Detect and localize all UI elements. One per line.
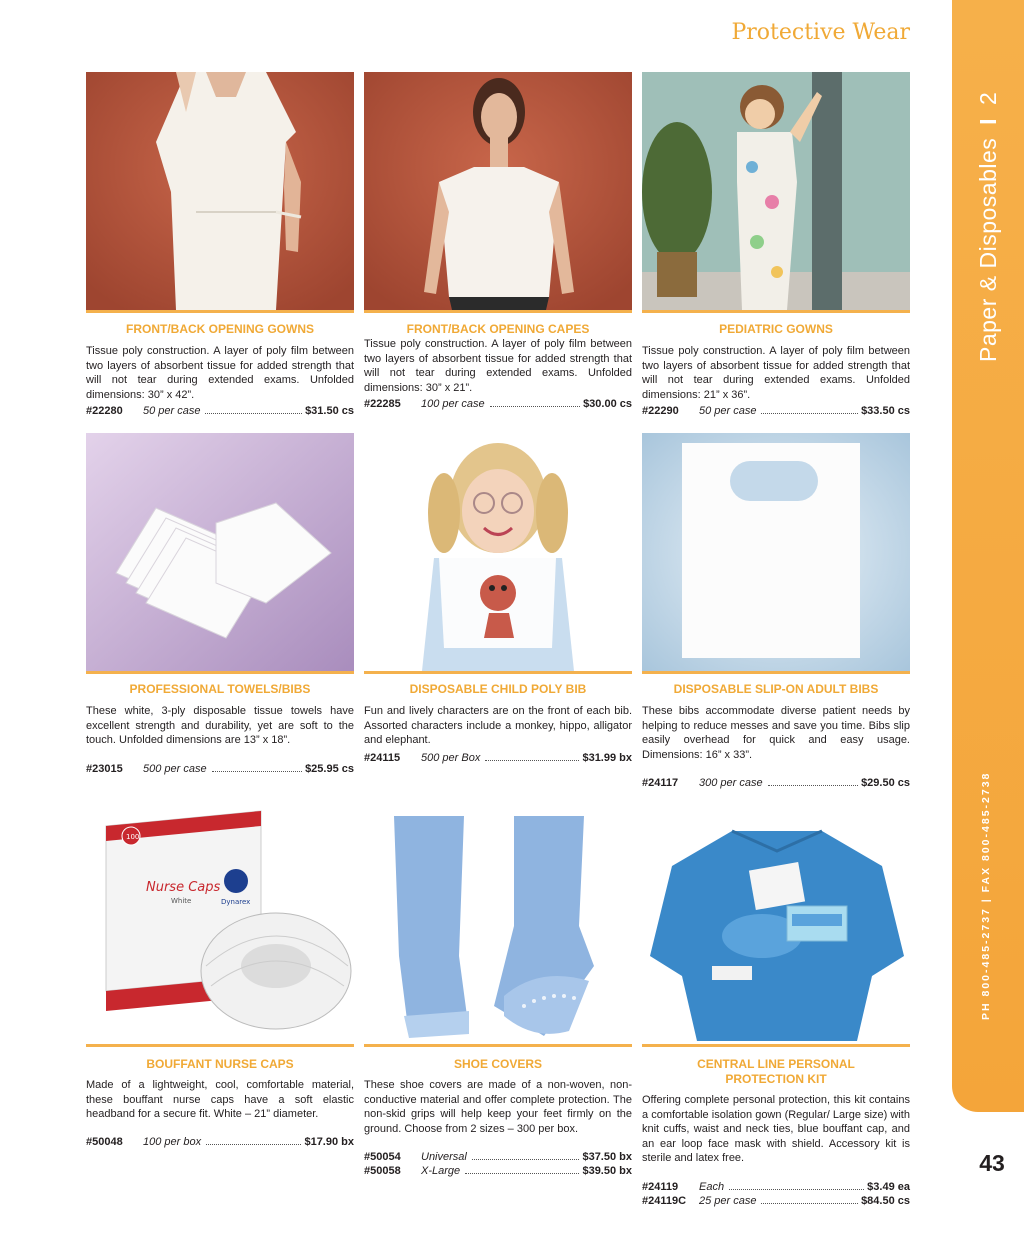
price-row xyxy=(364,398,632,413)
quantity: Universal xyxy=(421,1151,467,1163)
product-title: PROFESSIONAL TOWELS/BIBS xyxy=(129,682,311,696)
price: $31.99 bx xyxy=(582,752,632,764)
quantity: Each xyxy=(699,1181,725,1193)
price: $3.49 ea xyxy=(867,1181,910,1193)
product-photo-adult-bib xyxy=(642,433,910,674)
page-header-title: Protective Wear xyxy=(731,20,910,45)
sku: #50048 xyxy=(86,1136,123,1148)
quantity: 50 per case xyxy=(699,405,757,417)
leader-dots xyxy=(761,1203,858,1204)
price: $25.95 cs xyxy=(305,763,354,775)
quantity: 500 per case xyxy=(143,763,207,775)
product-title: DISPOSABLE SLIP-ON ADULT BIBS xyxy=(673,682,879,696)
quantity: 100 per case xyxy=(421,398,485,410)
price: $17.90 bx xyxy=(304,1136,354,1148)
price-row xyxy=(364,1165,632,1180)
leader-dots xyxy=(761,413,858,414)
product-description: Tissue poly construction. A layer of poly film between two layers of absorbent tissue for added strength that will not tear during extended exams. Unfolded dimensions: 30” x 21”. xyxy=(364,338,632,394)
price: $84.50 cs xyxy=(861,1195,910,1207)
product-description: These bibs accommodate diverse patient needs by helping to reduce messes and save you time. Bibs slip easily overhead for quick and easy usage. Dimensions: 16” x 33”. xyxy=(642,705,910,761)
quantity: 500 per Box xyxy=(421,752,481,764)
sku: #23015 xyxy=(86,763,123,775)
product-photo-pediatric-gowns xyxy=(642,72,910,313)
leader-dots xyxy=(205,413,302,414)
price-row xyxy=(364,1151,632,1166)
sku: #22290 xyxy=(642,405,679,417)
product-title: DISPOSABLE CHILD POLY BIB xyxy=(409,682,587,696)
quantity: 300 per case xyxy=(699,777,763,789)
title-line-1: CENTRAL LINE PERSONAL xyxy=(697,1057,855,1071)
sku: #24119 xyxy=(642,1181,679,1193)
product-description: These shoe covers are made of a non-woven, non-conductive material and offer complete protection. The non-skid grips will help keep your feet firmly on the ground. Choose from 2 sizes – 300 per box. xyxy=(364,1079,632,1135)
leader-dots xyxy=(490,406,580,407)
sku: #24115 xyxy=(364,752,401,764)
leader-dots xyxy=(465,1173,579,1174)
product-title: BOUFFANT NURSE CAPS xyxy=(146,1057,294,1071)
quantity: 100 per box xyxy=(143,1136,202,1148)
product-photo-central-line-kit xyxy=(642,806,910,1047)
sku: #50054 xyxy=(364,1151,401,1163)
price: $29.50 cs xyxy=(861,777,910,789)
section-name: Paper & Disposables xyxy=(975,137,1001,362)
price: $39.50 bx xyxy=(582,1165,632,1177)
box-label: Nurse Caps xyxy=(146,880,221,895)
product-title: FRONT/BACK OPENING CAPES xyxy=(406,322,590,336)
sku: #22285 xyxy=(364,398,401,410)
price-row xyxy=(642,777,910,792)
price-row xyxy=(86,405,354,420)
section-title xyxy=(975,92,1002,362)
product-title: PEDIATRIC GOWNS xyxy=(719,322,833,336)
leader-dots xyxy=(212,771,302,772)
box-count: 100 xyxy=(126,833,140,841)
product-description: Offering complete personal protection, this kit contains a comfortable isolation gown (Regular/ Large size) with knit cuffs, waist and neck ties, blue bouffant cap, and an ear loop face mask with shield. Accessory kit is sterile and latex free. xyxy=(642,1094,910,1164)
product-title xyxy=(642,1057,910,1087)
product-photo-capes xyxy=(364,72,632,313)
price: $33.50 cs xyxy=(861,405,910,417)
phone-fax: PH 800-485-2737 | FAX 800-485-2738 xyxy=(980,771,992,1020)
product-title: SHOE COVERS xyxy=(453,1057,543,1071)
box-sub: White xyxy=(171,897,192,905)
product-description: These white, 3-ply disposable tissue towels have excellent strength and durability, yet are soft to the touch. Unfolded dimensions are 13” x 18”. xyxy=(86,705,354,746)
sku: #50058 xyxy=(364,1165,401,1177)
section-separator: I xyxy=(975,117,1001,125)
product-photo-gowns xyxy=(86,72,354,313)
price-row xyxy=(364,752,632,767)
product-title: FRONT/BACK OPENING GOWNS xyxy=(126,322,314,336)
price-row xyxy=(86,763,354,778)
price-row xyxy=(86,1136,354,1151)
leader-dots xyxy=(768,785,858,786)
sku: #22280 xyxy=(86,405,123,417)
sku: #24117 xyxy=(642,777,679,789)
product-photo-child-bib xyxy=(364,433,632,674)
quantity: 50 per case xyxy=(143,405,201,417)
quantity: 25 per case xyxy=(699,1195,757,1207)
title-line-2: PROTECTION KIT xyxy=(725,1072,827,1086)
product-photo-nurse-caps xyxy=(86,806,354,1047)
sku: #24119C xyxy=(642,1195,687,1207)
leader-dots xyxy=(485,760,579,761)
leader-dots xyxy=(729,1189,864,1190)
leader-dots xyxy=(206,1144,301,1145)
product-description: Tissue poly construction. A layer of poly film between two layers of absorbent tissue for added strength that will not tear during extended exams. Unfolded dimensions: 21” x 36”. xyxy=(642,345,910,401)
box-brand: Dynarex xyxy=(221,898,251,906)
product-description: Made of a lightweight, cool, comfortable material, these bouffant nurse caps have a soft elastic headband for a secure fit. White – 21” diameter. xyxy=(86,1079,354,1120)
product-description: Fun and lively characters are on the front of each bib. Assorted characters include a monkey, hippo, alligator and elephant. xyxy=(364,705,632,746)
price-row xyxy=(642,1181,910,1196)
page-number: 43 xyxy=(979,1150,1005,1176)
price: $31.50 cs xyxy=(305,405,354,417)
product-photo-towels xyxy=(86,433,354,674)
price: $37.50 bx xyxy=(582,1151,632,1163)
price-row xyxy=(642,1195,910,1210)
product-description: Tissue poly construction. A layer of poly film between two layers of absorbent tissue for added strength that will not tear during extended exams. Unfolded dimensions: 30” x 42”. xyxy=(86,345,354,401)
quantity: X-Large xyxy=(421,1165,461,1177)
price: $30.00 cs xyxy=(583,398,632,410)
price-row xyxy=(642,405,910,420)
leader-dots xyxy=(472,1159,580,1160)
product-photo-shoe-covers xyxy=(364,806,632,1047)
section-number: 2 xyxy=(975,91,1001,106)
